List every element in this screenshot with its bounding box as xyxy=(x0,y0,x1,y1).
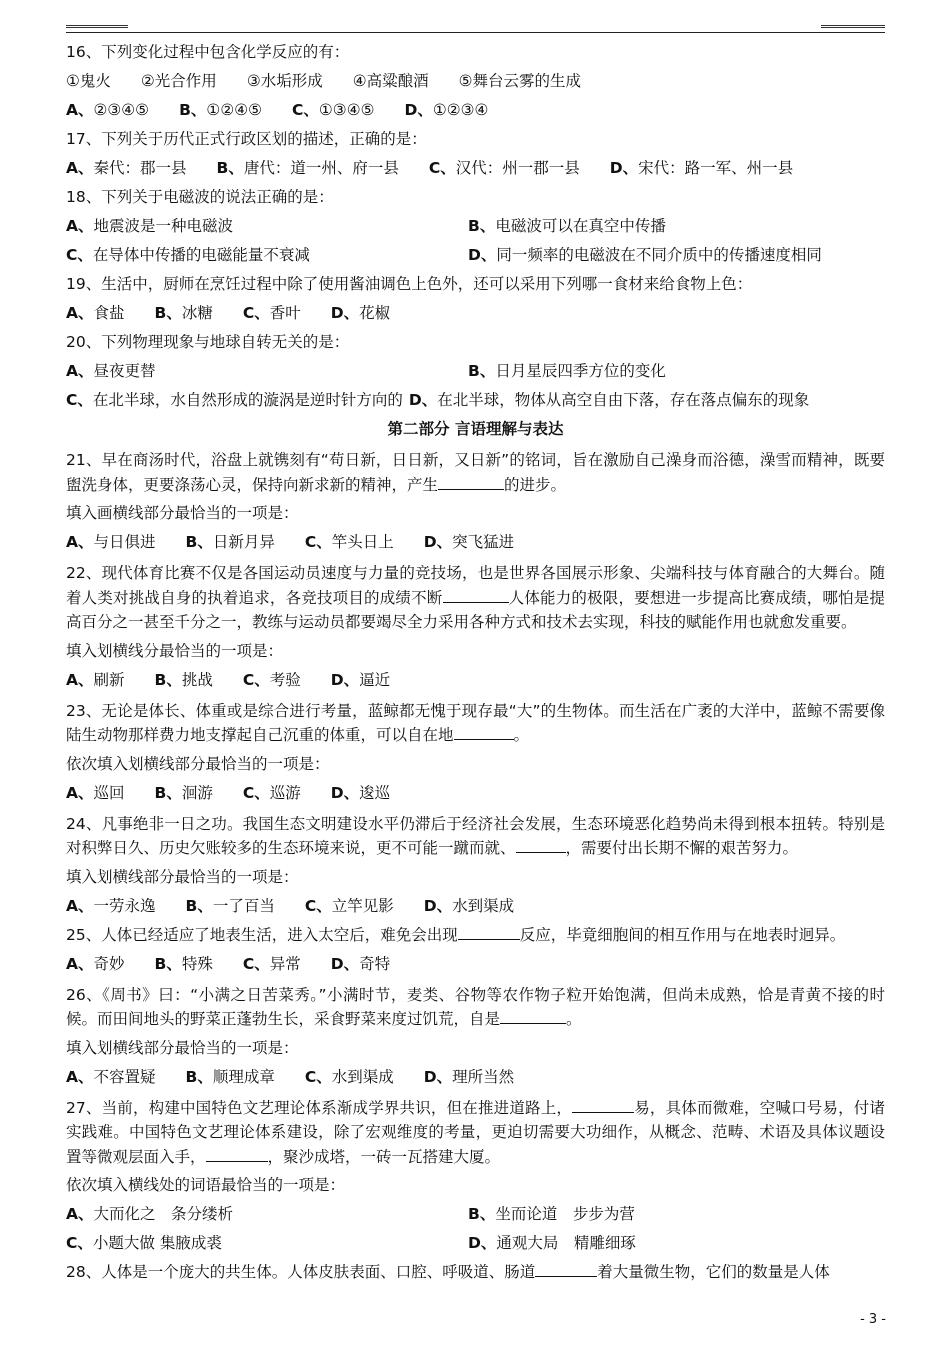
option-letter: C、 xyxy=(242,670,270,689)
option-letter: A、 xyxy=(66,159,94,177)
q16-option-b[interactable]: B、①②④⑤ xyxy=(179,101,263,119)
q26-stem-part1: 26、《周书》曰：“小满之日苦菜秀。”小满时节，麦类、谷物等农作物子粒开始饱满，但尚未成熟，恰是青黄不接的时候。而田间地头的野菜正蓬勃生长，采食野菜来度过饥荒，自是 xyxy=(66,985,885,1028)
q25-blank xyxy=(458,925,520,940)
option-letter: D、 xyxy=(609,159,639,177)
q21-option-d[interactable]: D、突飞猛进 xyxy=(423,533,515,551)
q23-blank xyxy=(454,725,514,740)
q26-stem-part2: 。 xyxy=(566,1010,582,1028)
q19-option-c[interactable]: C、香叶 xyxy=(242,304,301,322)
option-letter: A、 xyxy=(66,670,94,689)
q18-options-row1 xyxy=(66,212,885,241)
q21-stem xyxy=(66,444,885,499)
q23-stem-part1: 23、无论是体长、体重或是综合进行考量，蓝鲸都无愧于现存最“大”的生物体。而生活在广袤的大洋中，蓝鲸不需要像陆生动物那样费力地支撑起自己沉重的体重，可以自在地 xyxy=(66,701,885,744)
option-letter: C、 xyxy=(304,1067,332,1086)
q24-option-d[interactable]: D、水到渠成 xyxy=(423,896,515,915)
q16-option-c[interactable]: C、①③④⑤ xyxy=(292,101,375,119)
q25-option-c[interactable]: C、异常 xyxy=(242,954,301,973)
option-letter: B、 xyxy=(154,304,182,322)
option-letter: A、 xyxy=(66,217,94,235)
q26-option-b[interactable]: B、顺理成章 xyxy=(185,1067,275,1086)
q18-option-d[interactable]: D、同一频率的电磁波在不同介质中的传播速度相同 xyxy=(468,246,822,264)
option-letter: B、 xyxy=(468,362,496,380)
option-letter: B、 xyxy=(179,101,207,119)
q22-stem-part2: 人体能力的极限，要想进一步提高比赛成绩，哪怕是提高百分之一甚至千分之一，教练与运动员都要竭尽全力采用各种方式和技术去实现，科技的赋能作用也就愈发重要。 xyxy=(66,588,885,631)
q17-option-b[interactable]: B、唐代：道一州、府一县 xyxy=(216,159,399,177)
option-letter: C、 xyxy=(66,391,93,409)
q16-options xyxy=(66,96,885,125)
option-letter: D、 xyxy=(468,1234,497,1252)
option-letter: D、 xyxy=(330,783,360,802)
option-letter: C、 xyxy=(428,159,456,177)
q21-options xyxy=(66,528,885,557)
q27-stem xyxy=(66,1092,885,1172)
q19-option-d[interactable]: D、花椒 xyxy=(330,304,391,322)
q20-option-a[interactable]: A、昼夜更替 xyxy=(66,362,156,380)
option-letter: C、 xyxy=(242,783,270,802)
q21-option-b[interactable]: B、日新月异 xyxy=(185,533,275,551)
option-letter: D、 xyxy=(330,670,360,689)
option-letter: C、 xyxy=(66,246,93,264)
option-letter: A、 xyxy=(66,783,94,802)
q26-stem xyxy=(66,979,885,1034)
q27-option-a[interactable]: A、大而化之 条分缕析 xyxy=(66,1205,234,1223)
option-letter: D、 xyxy=(404,101,433,119)
q25-stem-part1: 25、人体已经适应了地表生活，进入太空后，难免会出现 xyxy=(66,925,458,944)
q28-stem-part1: 28、人体是一个庞大的共生体。人体皮肤表面、口腔、呼吸道、肠道 xyxy=(66,1263,536,1281)
q27-option-b[interactable]: B、坐而论道 步步为营 xyxy=(468,1205,635,1223)
option-letter: C、 xyxy=(304,533,332,551)
q23-prompt: 依次填入划横线部分最恰当的一项是： xyxy=(66,754,330,773)
option-letter: A、 xyxy=(66,362,94,380)
q18-stem: 18、下列关于电磁波的说法正确的是： xyxy=(66,188,334,206)
q16-item-5: ⑤舞台云雾的生成 xyxy=(458,72,582,90)
option-letter: C、 xyxy=(242,304,270,322)
option-letter: B、 xyxy=(154,783,182,802)
q16-item-2: ②光合作用 xyxy=(140,72,217,90)
q27-prompt: 依次填入横线处的词语最恰当的一项是： xyxy=(66,1176,346,1194)
q22-prompt: 填入划横线分最恰当的一项是： xyxy=(66,641,284,660)
option-letter: B、 xyxy=(468,217,496,235)
q21-stem-part1: 21、早在商汤时代，浴盘上就镌刻有“苟日新，日日新，又日新”的铭词，旨在激励自己澡身而浴德，澡雪而精神，既要盥洗身体，更要涤荡心灵，保持向新求新的精神，产生 xyxy=(66,451,885,494)
q20-option-b[interactable]: B、日月星辰四季方位的变化 xyxy=(468,362,666,380)
option-letter: A、 xyxy=(66,1205,94,1223)
q21-stem-part2: 的进步。 xyxy=(504,475,567,494)
option-letter: D、 xyxy=(423,533,453,551)
q25-option-d[interactable]: D、奇特 xyxy=(330,954,391,973)
option-letter: C、 xyxy=(242,954,270,973)
q20-options-row1 xyxy=(66,357,885,386)
option-letter: D、 xyxy=(423,896,453,915)
q22-option-c[interactable]: C、考验 xyxy=(242,670,301,689)
q23-stem-part2: 。 xyxy=(513,726,530,744)
q27-stem-part2: 易，具体而微难，空喊口号易，付诸实践难。中国特色文艺理论体系建设，除了宏观维度的考量，更迫切需要大功细作，从概念、范畴、术语及具体议题设置等微观层面入手， xyxy=(66,1098,885,1166)
q24-stem xyxy=(66,808,885,863)
header-rule-right xyxy=(821,25,885,28)
q24-option-c[interactable]: C、立竿见影 xyxy=(304,896,394,915)
q26-options xyxy=(66,1063,885,1092)
option-letter: C、 xyxy=(304,896,332,915)
option-letter: B、 xyxy=(154,670,182,689)
option-letter: C、 xyxy=(66,1234,93,1252)
q22-options xyxy=(66,666,885,695)
q23-option-d[interactable]: D、逡巡 xyxy=(330,783,391,802)
option-letter: A、 xyxy=(66,1067,94,1086)
option-letter: A、 xyxy=(66,954,94,973)
q28-stem xyxy=(66,1258,885,1287)
page-number: - 3 - xyxy=(860,1312,886,1327)
q26-option-a[interactable]: A、不容置疑 xyxy=(66,1067,156,1086)
q23-options xyxy=(66,779,885,808)
option-letter: B、 xyxy=(185,896,213,915)
q24-blank xyxy=(516,838,566,853)
q19-stem: 19、生活中，厨师在烹饪过程中除了使用酱油调色上色外，还可以采用下列哪一食材来给食物上色： xyxy=(66,275,753,293)
q17-stem: 17、下列关于历代正式行政区划的描述，正确的是： xyxy=(66,130,427,148)
header-divider xyxy=(66,32,885,33)
option-letter: B、 xyxy=(185,1067,213,1086)
option-letter: C、 xyxy=(292,101,319,119)
q25-options xyxy=(66,950,885,979)
q27-blank-2 xyxy=(206,1147,268,1162)
q22-option-a[interactable]: A、刷新 xyxy=(66,670,125,689)
q26-option-c[interactable]: C、水到渠成 xyxy=(304,1067,394,1086)
q21-prompt: 填入画横线部分最恰当的一项是： xyxy=(66,504,299,522)
q27-blank-1 xyxy=(572,1098,634,1113)
q26-blank xyxy=(500,1009,566,1024)
q22-blank xyxy=(443,588,509,603)
q27-stem-part3: ，聚沙成塔，一砖一瓦搭建大厦。 xyxy=(267,1147,501,1166)
option-letter: B、 xyxy=(185,533,213,551)
option-letter: D、 xyxy=(408,391,438,409)
option-letter: B、 xyxy=(216,159,244,177)
q20-stem: 20、下列物理现象与地球自转无关的是： xyxy=(66,333,350,351)
q23-option-c[interactable]: C、巡游 xyxy=(242,783,301,802)
q28-stem-part2: 着大量微生物，它们的数量是人体 xyxy=(597,1263,830,1281)
q24-options xyxy=(66,892,885,921)
q21-blank xyxy=(438,475,504,490)
q17-option-d[interactable]: D、宋代：路一军、州一县 xyxy=(609,159,794,177)
q19-option-b[interactable]: B、冰糖 xyxy=(154,304,213,322)
q26-prompt: 填入划横线部分最恰当的一项是： xyxy=(66,1038,299,1057)
q20-options-row2 xyxy=(66,386,885,415)
header-rule-left xyxy=(66,25,128,28)
q22-stem xyxy=(66,557,885,637)
q18-option-b[interactable]: B、电磁波可以在真空中传播 xyxy=(468,217,666,235)
q22-option-d[interactable]: D、逼近 xyxy=(330,670,391,689)
q17-option-c[interactable]: C、汉代：州一郡一县 xyxy=(428,159,580,177)
q18-option-a[interactable]: A、地震波是一种电磁波 xyxy=(66,217,234,235)
q24-stem-part1: 24、凡事绝非一日之功。我国生态文明建设水平仍滞后于经济社会发展，生态环境恶化趋势尚未得到根本扭转。特别是对积弊日久、历史欠账较多的生态环境来说，更不可能一蹴而就、 xyxy=(66,814,885,857)
q19-option-a[interactable]: A、食盐 xyxy=(66,304,125,322)
section-title: 第二部分 言语理解与表达 xyxy=(387,420,564,438)
q24-option-b[interactable]: B、一了百当 xyxy=(185,896,275,915)
option-letter: A、 xyxy=(66,304,94,322)
q24-stem-part2: ，需要付出长期不懈的艰苦努力。 xyxy=(565,839,799,857)
q25-option-b[interactable]: B、特殊 xyxy=(154,954,213,973)
q16-item-3: ③水垢形成 xyxy=(246,72,323,90)
q17-options xyxy=(66,154,885,183)
exam-page-content xyxy=(66,38,885,1287)
q20-option-c[interactable]: C、在北半球，水自然形成的漩涡是逆时针方向的 xyxy=(66,391,403,409)
q18-option-c[interactable]: C、在导体中传播的电磁能量不衰减 xyxy=(66,246,310,264)
option-letter: D、 xyxy=(423,1067,453,1086)
q24-prompt: 填入划横线部分最恰当的一项是： xyxy=(66,867,299,886)
q22-option-b[interactable]: B、挑战 xyxy=(154,670,213,689)
option-letter: B、 xyxy=(154,954,182,973)
q18-options-row2 xyxy=(66,241,885,270)
q27-option-d[interactable]: D、通观大局 精雕细琢 xyxy=(468,1234,636,1252)
option-letter: D、 xyxy=(330,304,360,322)
q21-option-a[interactable]: A、与日俱进 xyxy=(66,533,156,551)
q16-item-4: ④高粱酿酒 xyxy=(352,72,429,90)
option-letter: A、 xyxy=(66,533,94,551)
q16-option-d[interactable]: D、①②③④ xyxy=(404,101,489,119)
q23-stem xyxy=(66,695,885,750)
q21-option-c[interactable]: C、竿头日上 xyxy=(304,533,394,551)
q27-stem-part1: 27、当前，构建中国特色文艺理论体系渐成学界共识，但在推进道路上， xyxy=(66,1098,573,1117)
q23-option-a[interactable]: A、巡回 xyxy=(66,783,125,802)
q25-stem xyxy=(66,921,885,950)
option-letter: D、 xyxy=(468,246,497,264)
q17-option-a[interactable]: A、秦代：郡一县 xyxy=(66,159,187,177)
q27-option-c[interactable]: C、小题大做 集腋成裘 xyxy=(66,1234,222,1252)
option-letter: A、 xyxy=(66,896,94,915)
q25-option-a[interactable]: A、奇妙 xyxy=(66,954,125,973)
q16-option-a[interactable]: A、②③④⑤ xyxy=(66,101,150,119)
q26-option-d[interactable]: D、理所当然 xyxy=(423,1067,515,1086)
q19-options xyxy=(66,299,885,328)
q16-items xyxy=(66,67,885,96)
option-letter: D、 xyxy=(330,954,360,973)
q20-option-d[interactable]: D、在北半球，物体从高空自由下落，存在落点偏东的现象 xyxy=(408,391,810,409)
q16-item-1: ①鬼火 xyxy=(66,72,111,90)
q27-options-row2 xyxy=(66,1229,885,1258)
q22-stem-part1: 22、现代体育比赛不仅是各国运动员速度与力量的竞技场，也是世界各国展示形象、尖端科技与体育融合的大舞台。随着人类对挑战自身的执着追求，各竞技项目的成绩不断 xyxy=(66,564,885,607)
q27-options-row1 xyxy=(66,1200,885,1229)
q24-option-a[interactable]: A、一劳永逸 xyxy=(66,896,156,915)
q16-stem: 16、下列变化过程中包含化学反应的有： xyxy=(66,43,350,61)
q23-option-b[interactable]: B、洄游 xyxy=(154,783,213,802)
option-letter: B、 xyxy=(468,1205,496,1223)
q25-stem-part2: 反应，毕竟细胞间的相互作用与在地表时迥异。 xyxy=(519,925,846,944)
option-letter: A、 xyxy=(66,101,94,119)
q28-blank xyxy=(535,1262,597,1277)
